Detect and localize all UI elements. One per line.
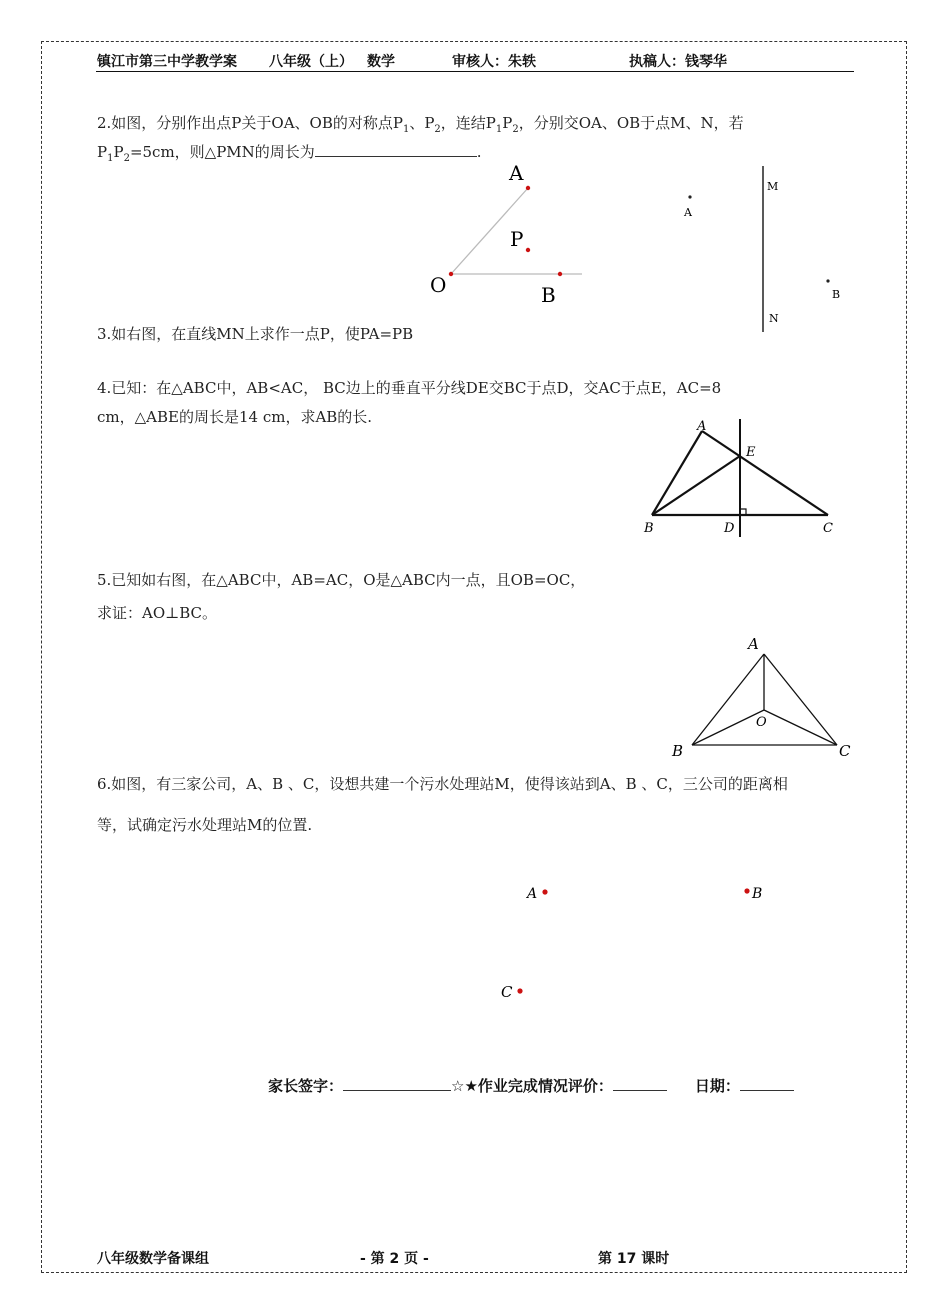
- header-school: 镇江市第三中学教学案: [97, 54, 237, 70]
- q2-figure: [420, 155, 600, 305]
- q3-figure: [670, 160, 860, 340]
- q2-sub: 1: [495, 124, 503, 135]
- segment-bo: [692, 710, 764, 745]
- q2-sub: 1: [402, 124, 410, 135]
- q2-text-c: ，连结P: [440, 114, 496, 132]
- footer-lesson: 第 17 课时: [598, 1251, 670, 1267]
- q2-text-h: =5cm，则△PMN的周长为: [129, 143, 315, 161]
- date-label: 日期：: [694, 1077, 740, 1095]
- q2-text-f: P: [97, 143, 108, 161]
- q4-line2: cm，△ABE的周长是14 cm，求AB的长.: [97, 408, 373, 426]
- point-p: [526, 248, 530, 252]
- q6-line1: 6.如图，有三家公司，A、B 、C，设想共建一个污水处理站M，使得该站到A、B 、C，三公司的距离相: [97, 775, 788, 793]
- label-o: O: [430, 273, 447, 297]
- label-o: O: [756, 715, 767, 730]
- label-b: B: [541, 283, 556, 305]
- company-a-point: [542, 889, 547, 894]
- header-grade: 八年级（上）: [269, 54, 353, 70]
- q2-period: .: [476, 143, 482, 161]
- label-c: C: [839, 742, 851, 760]
- q2-text-g: P: [113, 143, 124, 161]
- q2-text-a: 2.如图，分别作出点P关于OA、OB的对称点P: [97, 114, 403, 132]
- q2-text-b: 、P: [409, 114, 435, 132]
- side-ac: [764, 654, 837, 745]
- header-rule: [96, 71, 854, 72]
- label-m: M: [767, 180, 779, 193]
- label-b: B: [752, 886, 763, 902]
- company-c-point: [517, 988, 522, 993]
- parent-signature-blank[interactable]: [343, 1076, 451, 1091]
- segment-be: [652, 456, 740, 515]
- point-a: [688, 195, 691, 198]
- footer-page: - 第 2 页 -: [360, 1251, 429, 1267]
- q2-sub: 2: [123, 153, 130, 164]
- q6-line2: 等，试确定污水处理站M的位置.: [97, 816, 313, 834]
- label-b: B: [672, 742, 684, 760]
- q2-line1: [97, 112, 744, 141]
- q2-sub: 1: [107, 153, 114, 164]
- header-subject: 数学: [367, 54, 395, 70]
- q5-line1: 5.已知如右图，在△ABC中，AB=AC，O是△ABC内一点，且OB=OC，: [97, 571, 586, 589]
- homework-eval-blank[interactable]: [613, 1076, 667, 1091]
- q4-line1: 4.已知：在△ABC中，AB<AC， BC边上的垂直平分线DE交BC于点D，交AC于点E，AC=8: [97, 379, 722, 397]
- label-a: A: [697, 419, 707, 434]
- label-n: N: [769, 312, 779, 325]
- label-a: A: [509, 161, 524, 185]
- header-author: 执稿人：钱琴华: [629, 54, 727, 70]
- label-a: A: [748, 635, 759, 653]
- signature-row: [268, 1075, 794, 1096]
- q5-figure: [665, 632, 860, 762]
- label-c: C: [501, 983, 513, 1001]
- q5-line2: 求证：AO⊥BC。: [97, 604, 218, 622]
- side-ac: [702, 431, 828, 515]
- q2-text-d: P: [502, 114, 513, 132]
- q4-figure: [640, 413, 845, 543]
- segment-co: [764, 710, 837, 745]
- point-o: [449, 272, 453, 276]
- homework-eval-label: ☆★作业完成情况评价：: [451, 1077, 613, 1095]
- q2-sub: 2: [512, 124, 519, 135]
- date-blank[interactable]: [740, 1076, 794, 1091]
- parent-signature-label: 家长签字：: [268, 1077, 344, 1095]
- footer-group: 八年级数学备课组: [97, 1251, 209, 1267]
- side-ab: [692, 654, 764, 745]
- label-a: A: [527, 886, 538, 902]
- company-b-point: [744, 888, 749, 893]
- label-a: A: [684, 206, 692, 219]
- q2-sub: 2: [434, 124, 441, 135]
- q2-text-e: ，分别交OA、OB于点M、N，若: [518, 114, 744, 132]
- label-d: D: [724, 521, 735, 536]
- label-b: B: [832, 288, 841, 301]
- point-b: [558, 272, 562, 276]
- label-p: P: [510, 227, 524, 251]
- side-ab: [652, 431, 702, 515]
- label-c: C: [823, 521, 833, 536]
- point-b: [826, 279, 829, 282]
- q3-text: 3.如右图，在直线MN上求作一点P，使PA=PB: [97, 325, 414, 343]
- label-b: B: [644, 521, 654, 536]
- point-a: [526, 186, 530, 190]
- header-reviewer: 审核人：朱轶: [452, 54, 536, 70]
- q6-figure: [490, 870, 790, 1010]
- label-e: E: [746, 445, 756, 460]
